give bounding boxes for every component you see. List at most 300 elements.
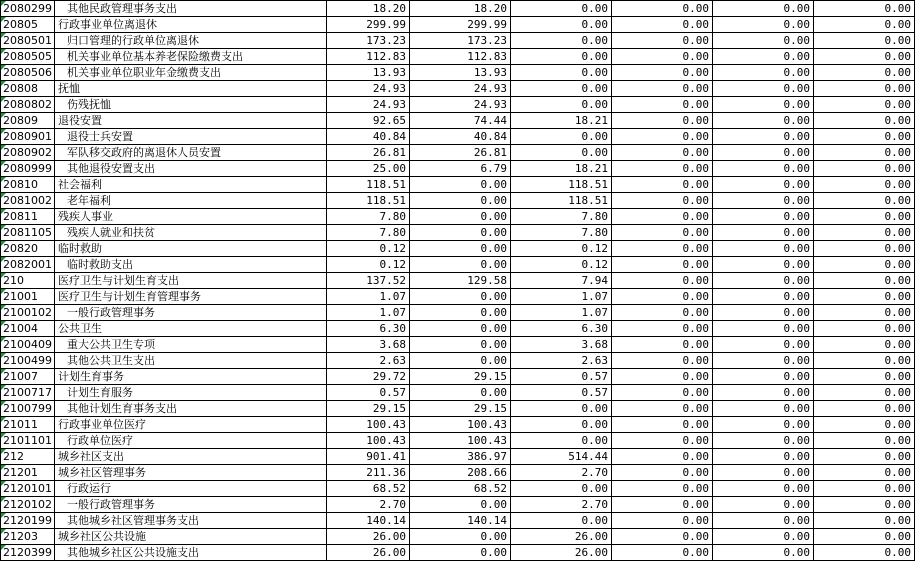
amount-cell[interactable]: 0.00 [410,529,511,545]
amount-cell[interactable]: 0.00 [612,257,713,273]
amount-cell[interactable]: 26.81 [410,145,511,161]
amount-cell[interactable]: 118.51 [327,193,410,209]
amount-cell[interactable]: 68.52 [410,481,511,497]
amount-cell[interactable]: 0.00 [713,81,814,97]
amount-cell[interactable]: 0.00 [612,65,713,81]
name-cell[interactable]: 行政事业单位离退休 [55,17,327,33]
amount-cell[interactable]: 0.00 [713,305,814,321]
text-format-indicator-icon [1,401,6,406]
code-cell[interactable] [1,1,55,17]
name-cell[interactable]: 公共卫生 [55,321,327,337]
amount-cell[interactable]: 24.93 [410,81,511,97]
amount-cell[interactable]: 0.00 [511,513,612,529]
name-cell[interactable]: 行政单位医疗 [55,433,327,449]
amount-cell[interactable]: 0.00 [814,449,915,465]
code-cell[interactable] [1,241,55,257]
amount-cell[interactable]: 0.00 [410,497,511,513]
code-text: 2080802 [3,98,52,111]
name-cell[interactable]: 重大公共卫生专项 [55,337,327,353]
amount-cell[interactable]: 0.00 [612,97,713,113]
amount-cell[interactable]: 0.00 [713,401,814,417]
amount-cell[interactable]: 0.00 [814,193,915,209]
amount-cell[interactable]: 7.94 [511,273,612,289]
amount-cell[interactable]: 0.00 [612,465,713,481]
amount-cell[interactable]: 0.00 [612,401,713,417]
amount-cell[interactable]: 18.21 [511,161,612,177]
code-cell[interactable] [1,177,55,193]
amount-cell[interactable]: 0.00 [814,545,915,561]
amount-cell[interactable]: 1.07 [327,305,410,321]
name-cell[interactable]: 医疗卫生与计划生育支出 [55,273,327,289]
name-cell[interactable]: 一般行政管理事务 [55,497,327,513]
amount-cell[interactable]: 0.00 [713,1,814,17]
amount-cell[interactable]: 1.07 [511,289,612,305]
amount-cell[interactable]: 0.00 [814,305,915,321]
amount-cell[interactable]: 0.00 [511,97,612,113]
text-format-indicator-icon [1,1,6,6]
amount-cell[interactable]: 0.00 [612,481,713,497]
name-cell[interactable]: 退役安置 [55,113,327,129]
amount-cell[interactable]: 13.93 [410,65,511,81]
amount-cell[interactable]: 40.84 [410,129,511,145]
table-row [1,257,915,273]
name-cell[interactable]: 行政运行 [55,481,327,497]
amount-cell[interactable]: 0.00 [713,33,814,49]
amount-cell[interactable]: 0.00 [410,289,511,305]
code-cell[interactable] [1,33,55,49]
amount-cell[interactable]: 0.00 [612,1,713,17]
amount-cell[interactable]: 6.30 [511,321,612,337]
amount-cell[interactable]: 0.00 [713,353,814,369]
amount-cell[interactable]: 0.00 [410,305,511,321]
amount-cell[interactable]: 0.00 [612,177,713,193]
code-cell[interactable] [1,545,55,561]
amount-cell[interactable]: 0.00 [814,353,915,369]
amount-cell[interactable]: 901.41 [327,449,410,465]
amount-cell[interactable]: 137.52 [327,273,410,289]
amount-cell[interactable]: 0.00 [713,545,814,561]
amount-cell[interactable]: 0.00 [814,321,915,337]
amount-cell[interactable]: 0.00 [713,161,814,177]
amount-cell[interactable]: 6.30 [327,321,410,337]
code-cell[interactable] [1,225,55,241]
amount-cell[interactable]: 0.00 [814,97,915,113]
code-cell[interactable] [1,81,55,97]
name-cell[interactable]: 老年福利 [55,193,327,209]
amount-cell[interactable]: 0.00 [612,129,713,145]
code-cell[interactable] [1,465,55,481]
amount-cell[interactable]: 0.00 [713,529,814,545]
amount-cell[interactable]: 0.00 [511,81,612,97]
amount-cell[interactable]: 0.00 [511,1,612,17]
amount-cell[interactable]: 0.00 [410,209,511,225]
amount-cell[interactable]: 140.14 [327,513,410,529]
amount-cell[interactable]: 26.00 [327,529,410,545]
amount-cell[interactable]: 0.00 [713,433,814,449]
amount-cell[interactable]: 0.00 [814,257,915,273]
amount-cell[interactable]: 0.00 [814,385,915,401]
amount-cell[interactable]: 2.63 [327,353,410,369]
amount-cell[interactable]: 0.00 [713,113,814,129]
code-text: 2082001 [3,258,52,271]
code-cell[interactable] [1,449,55,465]
amount-cell[interactable]: 0.00 [713,273,814,289]
amount-cell[interactable]: 0.00 [814,209,915,225]
amount-cell[interactable]: 0.00 [713,449,814,465]
amount-cell[interactable]: 0.00 [410,177,511,193]
amount-cell[interactable]: 100.43 [410,417,511,433]
amount-cell[interactable]: 29.15 [410,369,511,385]
amount-cell[interactable]: 0.00 [814,225,915,241]
name-cell[interactable]: 其他民政管理事务支出 [55,1,327,17]
amount-cell[interactable]: 0.00 [814,465,915,481]
name-cell[interactable]: 一般行政管理事务 [55,305,327,321]
name-cell[interactable]: 临时救助 [55,241,327,257]
amount-cell[interactable]: 0.00 [612,353,713,369]
amount-cell[interactable]: 7.80 [511,209,612,225]
amount-cell[interactable]: 112.83 [410,49,511,65]
amount-cell[interactable]: 0.00 [612,529,713,545]
name-cell[interactable]: 临时救助支出 [55,257,327,273]
name-cell[interactable]: 城乡社区管理事务 [55,465,327,481]
amount-cell[interactable]: 0.00 [713,17,814,33]
code-cell[interactable] [1,129,55,145]
amount-cell[interactable]: 68.52 [327,481,410,497]
amount-cell[interactable]: 100.43 [327,433,410,449]
amount-cell[interactable]: 0.00 [511,433,612,449]
name-cell[interactable]: 其他计划生育事务支出 [55,401,327,417]
amount-cell[interactable]: 386.97 [410,449,511,465]
amount-cell[interactable]: 24.93 [410,97,511,113]
amount-cell[interactable]: 74.44 [410,113,511,129]
amount-cell[interactable]: 0.00 [410,241,511,257]
amount-cell[interactable]: 2.70 [327,497,410,513]
amount-cell[interactable]: 0.00 [814,401,915,417]
code-cell[interactable] [1,145,55,161]
amount-cell[interactable]: 100.43 [410,433,511,449]
amount-cell[interactable]: 0.00 [713,193,814,209]
amount-cell[interactable]: 0.00 [612,273,713,289]
name-cell[interactable]: 其他城乡社区管理事务支出 [55,513,327,529]
amount-cell[interactable]: 208.66 [410,465,511,481]
code-text: 21201 [3,466,38,479]
name-cell[interactable]: 城乡社区公共设施 [55,529,327,545]
amount-cell[interactable]: 0.00 [511,417,612,433]
name-cell[interactable]: 抚恤 [55,81,327,97]
code-cell[interactable] [1,289,55,305]
amount-cell[interactable]: 7.80 [327,225,410,241]
amount-cell[interactable]: 0.00 [410,353,511,369]
amount-cell[interactable]: 0.00 [814,369,915,385]
amount-cell[interactable]: 100.43 [327,417,410,433]
amount-cell[interactable]: 29.15 [410,401,511,417]
amount-cell[interactable]: 18.20 [327,1,410,17]
amount-cell[interactable]: 0.00 [410,545,511,561]
amount-cell[interactable]: 0.00 [713,129,814,145]
amount-cell[interactable]: 173.23 [327,33,410,49]
code-cell[interactable] [1,209,55,225]
amount-cell[interactable]: 0.00 [814,65,915,81]
amount-cell[interactable]: 0.00 [713,97,814,113]
amount-cell[interactable]: 140.14 [410,513,511,529]
amount-cell[interactable]: 0.00 [511,145,612,161]
amount-cell[interactable]: 0.00 [713,49,814,65]
amount-cell[interactable]: 0.00 [713,369,814,385]
amount-cell[interactable]: 0.00 [713,513,814,529]
code-cell[interactable] [1,193,55,209]
name-cell[interactable]: 计划生育服务 [55,385,327,401]
name-cell[interactable]: 军队移交政府的离退休人员安置 [55,145,327,161]
amount-cell[interactable]: 0.00 [511,65,612,81]
amount-cell[interactable]: 118.51 [511,193,612,209]
amount-cell[interactable]: 0.00 [612,321,713,337]
amount-cell[interactable]: 0.00 [713,385,814,401]
amount-cell[interactable]: 0.00 [713,145,814,161]
amount-cell[interactable]: 0.00 [713,337,814,353]
code-text: 20810 [3,178,38,191]
amount-cell[interactable]: 0.00 [410,337,511,353]
amount-cell[interactable]: 0.57 [511,385,612,401]
code-cell[interactable] [1,49,55,65]
amount-cell[interactable]: 0.00 [612,513,713,529]
name-cell[interactable]: 退役士兵安置 [55,129,327,145]
amount-cell[interactable]: 0.00 [612,305,713,321]
amount-cell[interactable]: 0.57 [511,369,612,385]
name-cell[interactable]: 医疗卫生与计划生育管理事务 [55,289,327,305]
table-row [1,545,915,561]
amount-cell[interactable]: 0.00 [410,321,511,337]
amount-cell[interactable]: 0.00 [713,465,814,481]
amount-cell[interactable]: 0.00 [814,273,915,289]
amount-cell[interactable]: 0.57 [327,385,410,401]
code-cell[interactable] [1,65,55,81]
name-cell[interactable]: 机关事业单位基本养老保险缴费支出 [55,49,327,65]
amount-cell[interactable]: 0.00 [814,49,915,65]
name-cell[interactable]: 城乡社区支出 [55,449,327,465]
amount-cell[interactable]: 0.00 [511,129,612,145]
amount-cell[interactable]: 0.12 [511,241,612,257]
name-cell[interactable]: 其他公共卫生支出 [55,353,327,369]
amount-cell[interactable]: 18.21 [511,113,612,129]
amount-cell[interactable]: 0.00 [713,497,814,513]
amount-cell[interactable]: 129.58 [410,273,511,289]
name-cell[interactable]: 残疾人就业和扶贫 [55,225,327,241]
amount-cell[interactable]: 29.72 [327,369,410,385]
amount-cell[interactable]: 0.00 [814,145,915,161]
amount-cell[interactable]: 0.00 [612,433,713,449]
text-format-indicator-icon [1,321,6,326]
text-format-indicator-icon [1,337,6,342]
amount-cell[interactable]: 0.00 [713,417,814,433]
amount-cell[interactable]: 118.51 [327,177,410,193]
amount-cell[interactable]: 211.36 [327,465,410,481]
amount-cell[interactable]: 0.00 [713,241,814,257]
amount-cell[interactable]: 3.68 [327,337,410,353]
code-text: 2080506 [3,66,52,79]
amount-cell[interactable]: 0.00 [612,17,713,33]
name-cell[interactable]: 计划生育事务 [55,369,327,385]
amount-cell[interactable]: 0.00 [612,225,713,241]
amount-cell[interactable]: 0.00 [713,177,814,193]
amount-cell[interactable]: 6.79 [410,161,511,177]
code-cell[interactable] [1,417,55,433]
code-cell[interactable] [1,161,55,177]
code-cell[interactable] [1,321,55,337]
name-cell[interactable]: 社会福利 [55,177,327,193]
amount-cell[interactable]: 0.00 [410,257,511,273]
amount-cell[interactable]: 0.12 [327,241,410,257]
text-format-indicator-icon [1,417,6,422]
amount-cell[interactable]: 1.07 [327,289,410,305]
amount-cell[interactable]: 0.00 [814,161,915,177]
text-format-indicator-icon [1,33,6,38]
amount-cell[interactable]: 112.83 [327,49,410,65]
amount-cell[interactable]: 40.84 [327,129,410,145]
code-cell[interactable] [1,337,55,353]
amount-cell[interactable]: 0.00 [814,497,915,513]
amount-cell[interactable]: 2.70 [511,465,612,481]
amount-cell[interactable]: 0.00 [612,497,713,513]
amount-cell[interactable]: 0.12 [511,257,612,273]
amount-cell[interactable]: 26.81 [327,145,410,161]
amount-cell[interactable]: 24.93 [327,81,410,97]
amount-cell[interactable]: 0.00 [713,257,814,273]
amount-cell[interactable]: 299.99 [410,17,511,33]
amount-cell[interactable]: 0.00 [713,321,814,337]
code-cell[interactable] [1,257,55,273]
amount-cell[interactable]: 0.00 [814,337,915,353]
amount-cell[interactable]: 0.00 [511,17,612,33]
amount-cell[interactable]: 0.00 [814,417,915,433]
code-cell[interactable] [1,401,55,417]
amount-cell[interactable]: 0.00 [612,145,713,161]
amount-cell[interactable]: 0.00 [511,49,612,65]
amount-cell[interactable]: 0.00 [814,513,915,529]
amount-cell[interactable]: 0.00 [612,49,713,65]
amount-cell[interactable]: 0.12 [327,257,410,273]
code-cell[interactable] [1,369,55,385]
amount-cell[interactable]: 0.00 [814,177,915,193]
amount-cell[interactable]: 92.65 [327,113,410,129]
amount-cell[interactable]: 0.00 [713,481,814,497]
amount-cell[interactable]: 0.00 [814,433,915,449]
name-cell[interactable]: 机关事业单位职业年金缴费支出 [55,65,327,81]
code-cell[interactable] [1,529,55,545]
amount-cell[interactable]: 0.00 [814,33,915,49]
name-cell[interactable]: 其他退役安置支出 [55,161,327,177]
amount-cell[interactable]: 0.00 [612,33,713,49]
amount-cell[interactable]: 0.00 [410,225,511,241]
amount-cell[interactable]: 29.15 [327,401,410,417]
amount-cell[interactable]: 0.00 [511,401,612,417]
amount-cell[interactable]: 24.93 [327,97,410,113]
amount-cell[interactable]: 0.00 [612,193,713,209]
text-format-indicator-icon [1,545,6,550]
amount-cell[interactable]: 2.70 [511,497,612,513]
amount-cell[interactable]: 0.00 [814,81,915,97]
amount-cell[interactable]: 514.44 [511,449,612,465]
code-cell[interactable] [1,17,55,33]
amount-cell[interactable]: 0.00 [713,225,814,241]
amount-cell[interactable]: 118.51 [511,177,612,193]
amount-cell[interactable]: 0.00 [713,209,814,225]
amount-cell[interactable]: 2.63 [511,353,612,369]
code-text: 21203 [3,530,38,543]
amount-cell[interactable]: 0.00 [410,193,511,209]
amount-cell[interactable]: 0.00 [612,337,713,353]
amount-cell[interactable]: 0.00 [612,545,713,561]
amount-cell[interactable]: 299.99 [327,17,410,33]
amount-cell[interactable]: 0.00 [612,113,713,129]
code-text: 2080501 [3,34,52,47]
amount-cell[interactable]: 0.00 [814,17,915,33]
amount-cell[interactable]: 0.00 [612,369,713,385]
code-cell[interactable] [1,353,55,369]
name-cell[interactable]: 残疾人事业 [55,209,327,225]
code-cell[interactable] [1,305,55,321]
amount-cell[interactable]: 1.07 [511,305,612,321]
code-cell[interactable] [1,385,55,401]
amount-cell[interactable]: 0.00 [814,241,915,257]
amount-cell[interactable]: 26.00 [511,545,612,561]
amount-cell[interactable]: 13.93 [327,65,410,81]
amount-cell[interactable]: 3.68 [511,337,612,353]
amount-cell[interactable]: 0.00 [814,129,915,145]
code-cell[interactable] [1,481,55,497]
name-cell[interactable]: 归口管理的行政单位离退休 [55,33,327,49]
code-cell[interactable] [1,497,55,513]
amount-cell[interactable]: 0.00 [814,1,915,17]
amount-cell[interactable]: 0.00 [612,449,713,465]
amount-cell[interactable]: 25.00 [327,161,410,177]
amount-cell[interactable]: 26.00 [511,529,612,545]
text-format-indicator-icon [1,241,6,246]
amount-cell[interactable]: 0.00 [612,289,713,305]
amount-cell[interactable]: 0.00 [814,289,915,305]
name-cell[interactable]: 伤残抚恤 [55,97,327,113]
amount-cell[interactable]: 0.00 [410,385,511,401]
amount-cell[interactable]: 0.00 [612,417,713,433]
amount-cell[interactable]: 0.00 [814,481,915,497]
amount-cell[interactable]: 7.80 [511,225,612,241]
amount-cell[interactable]: 0.00 [713,65,814,81]
amount-cell[interactable]: 0.00 [612,241,713,257]
amount-cell[interactable]: 7.80 [327,209,410,225]
code-cell[interactable] [1,273,55,289]
amount-cell[interactable]: 0.00 [511,481,612,497]
amount-cell[interactable]: 0.00 [612,209,713,225]
amount-cell[interactable]: 0.00 [612,81,713,97]
amount-cell[interactable]: 0.00 [814,113,915,129]
code-cell[interactable] [1,113,55,129]
text-format-indicator-icon [1,289,6,294]
amount-cell[interactable]: 18.20 [410,1,511,17]
amount-cell[interactable]: 173.23 [410,33,511,49]
name-cell[interactable]: 行政事业单位医疗 [55,417,327,433]
amount-cell[interactable]: 0.00 [814,529,915,545]
code-cell[interactable] [1,513,55,529]
table-row [1,529,915,545]
text-format-indicator-icon [1,385,6,390]
amount-cell[interactable]: 0.00 [612,161,713,177]
amount-cell[interactable]: 26.00 [327,545,410,561]
name-cell[interactable]: 其他城乡社区公共设施支出 [55,545,327,561]
code-cell[interactable] [1,433,55,449]
code-cell[interactable] [1,97,55,113]
amount-cell[interactable]: 0.00 [713,289,814,305]
amount-cell[interactable]: 0.00 [612,385,713,401]
amount-cell[interactable]: 0.00 [511,33,612,49]
